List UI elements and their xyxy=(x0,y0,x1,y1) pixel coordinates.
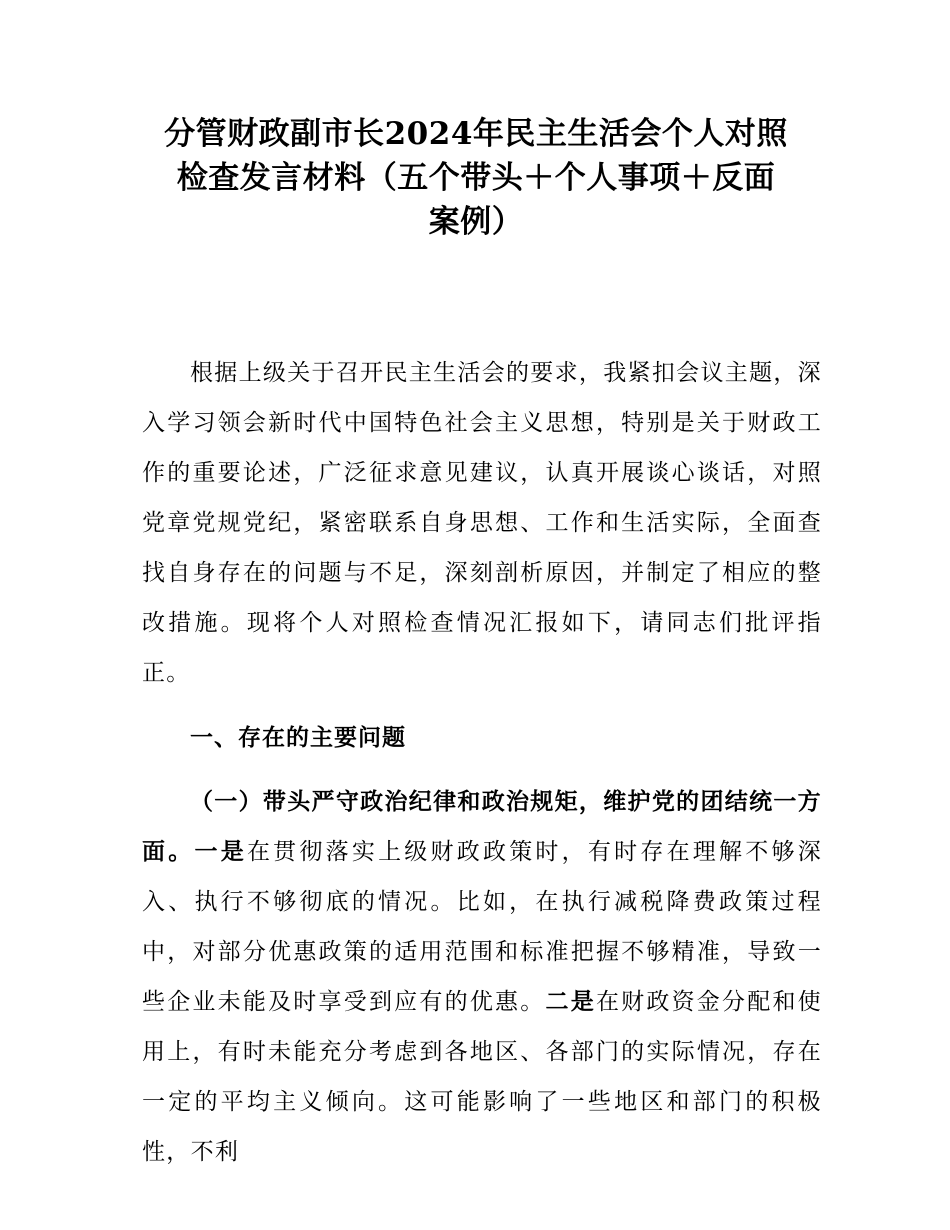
title-line-3: 案例） xyxy=(428,204,524,240)
point-2-text: 在财政资金分配和使用上，有时未能充分考虑到各地区、各部门的实际情况，存在一定的平均主义倾向。这可能影响了一些地区和部门的积极性，不利 xyxy=(142,989,822,1165)
point-1-text: 在贯彻落实上级财政政策时，有时存在理解不够深入、执行不够彻底的情况。比如，在执行减税降费政策过程中，对部分优惠政策的适用范围和标准把握不够精准，导致一些企业未能及时享受到应有的优惠。 xyxy=(142,839,823,1015)
document-title xyxy=(120,112,832,244)
intro-paragraph: 根据上级关于召开民主生活会的要求，我紧扣会议主题，深入学习领会新时代中国特色社会主义思想，特别是关于财政工作的重要论述，广泛征求意见建议，认真开展谈心谈话，对照党章党规党纪，紧密联系自身思想、工作和生活实际，全面查找自身存在的问题与不足，深刻剖析原因，并制定了相应的整改措施。现将个人对照检查情况汇报如下，请同志们批评指正。 xyxy=(142,360,822,686)
point-1-label: 一是 xyxy=(194,839,247,865)
section-heading: 一、存在的主要问题 xyxy=(190,725,406,751)
subsection-heading: （一）带头严守政治纪律和政治规矩，维护党的团结统一方面。 xyxy=(142,789,822,865)
title-line-2: 检查发言材料（五个带头＋个人事项＋反面 xyxy=(176,160,776,196)
subsection-paragraph xyxy=(142,777,822,1177)
point-2-label: 二是 xyxy=(545,989,596,1015)
title-line-1: 分管财政副市长2024年民主生活会个人对照 xyxy=(164,116,788,152)
